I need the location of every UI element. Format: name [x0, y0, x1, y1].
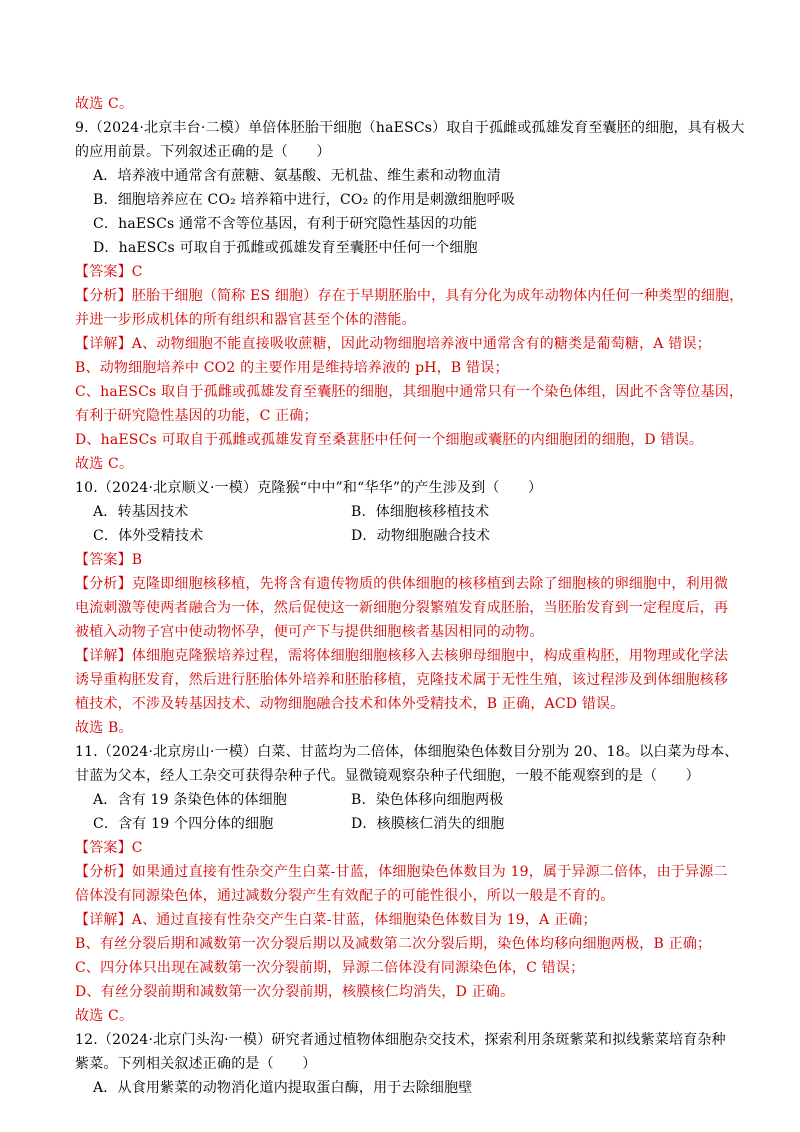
question-10-options-row	[75, 524, 735, 548]
question-10-options-row	[75, 500, 735, 524]
explanation-text: B、有丝分裂后期和减数第一次分裂后期以及减数第二次分裂后期，染色体均移向细胞两极，B 正确；	[75, 936, 712, 952]
analysis-text: 电流刺激等使两者融合为一体，然后促使这一新细胞分裂繁殖发育成胚胎，当胚胎发育到一定程度后，再	[75, 600, 729, 616]
question-9-option-b: B．细胞培养应在 CO₂ 培养箱中进行，CO₂ 的作用是刺激细胞呼吸	[93, 192, 516, 208]
question-10-option-b: B．体细胞核移植技术	[351, 504, 490, 520]
explanation-text: 【详解】体细胞克隆猴培养过程，需将体细胞细胞核移入去核卵母细胞中，构成重构胚，用物理或化学法	[75, 648, 729, 664]
analysis-text: 【分析】胚胎干细胞（简称 ES 细胞）存在于早期胚胎中，具有分化为成年动物体内任何一种类型的细胞，	[75, 288, 744, 304]
question-11-options-row	[75, 812, 735, 836]
question-11-options-row	[75, 788, 735, 812]
question-11-stem: 11.（2024·北京房山·一模）白菜、甘蓝均为二倍体，体细胞染色体数目分别为 20、18。以白菜为母本、	[75, 744, 739, 760]
conclusion-line: 故选 C。	[75, 1008, 134, 1024]
question-9-stem: 的应用前景。下列叙述正确的是（ ）	[75, 144, 331, 160]
question-10-option-a: A．转基因技术	[93, 504, 189, 520]
analysis-text: 【分析】如果通过直接有性杂交产生白菜-甘蓝，体细胞染色体数目为 19，属于异源二倍体，由于异源二	[75, 864, 728, 880]
question-12-stem: 12.（2024·北京门头沟·一模）研究者通过植物体细胞杂交技术，探索利用条斑紫菜和拟线紫菜培育杂种	[75, 1032, 726, 1048]
conclusion-line: 故选 C。	[75, 456, 134, 472]
answer-label: 【答案】B	[75, 552, 143, 568]
explanation-text: 诱导重构胚发育，然后进行胚胎体外培养和胚胎移植，克隆技术属于无性生殖，该过程涉及到体细胞核移	[75, 672, 729, 688]
question-11-stem: 甘蓝为父本，经人工杂交可获得杂种子代。显微镜观察杂种子代细胞，一般不能观察到的是（ ）	[75, 768, 700, 784]
question-9-option-c: C．haESCs 通常不含等位基因，有利于研究隐性基因的功能	[93, 216, 478, 232]
question-10-option-c: C．体外受精技术	[93, 528, 204, 544]
question-11-option-c: C．含有 19 个四分体的细胞	[93, 816, 274, 832]
explanation-text: C、四分体只出现在减数第一次分裂前期，异源二倍体没有同源染色体，C 错误；	[75, 960, 585, 976]
question-9-option-d: D．haESCs 可取自于孤雌或孤雄发育至囊胚中任何一个细胞	[93, 240, 478, 256]
explanation-text: D、有丝分裂前期和减数第一次分裂前期，核膜核仁均消失，D 正确。	[75, 984, 515, 1000]
explanation-text: D、haESCs 可取自于孤雌或孤雄发育至桑葚胚中任何一个细胞或囊胚的内细胞团的细胞，D 错误。	[75, 432, 704, 448]
explanation-text: B、动物细胞培养中 CO2 的主要作用是维持培养液的 pH，B 错误；	[75, 360, 509, 376]
explanation-text: 【详解】A、动物细胞不能直接吸收蔗糖，因此动物细胞培养液中通常含有的糖类是葡萄糖，A 错误；	[75, 336, 711, 352]
analysis-text: 倍体没有同源染色体，通过减数分裂产生有效配子的可能性很小，所以一般是不育的。	[75, 888, 615, 904]
explanation-text: C、haESCs 取自于孤雌或孤雄发育至囊胚的细胞，其细胞中通常只有一个染色体组，因此不含等位基因，	[75, 384, 744, 400]
conclusion-line: 故选 C。	[75, 96, 134, 112]
answer-label: 【答案】C	[75, 840, 143, 856]
answer-label: 【答案】C	[75, 264, 143, 280]
analysis-text: 并进一步形成机体的所有组织和器官甚至个体的潜能。	[75, 312, 416, 328]
explanation-text: 有利于研究隐性基因的功能，C 正确；	[75, 408, 318, 424]
question-12-stem: 紫菜。下列相关叙述正确的是（ ）	[75, 1056, 317, 1072]
question-12-option-a: A．从食用紫菜的动物消化道内提取蛋白酶，用于去除细胞壁	[93, 1080, 473, 1096]
conclusion-line: 故选 B。	[75, 720, 133, 736]
document-page	[75, 92, 745, 1100]
explanation-text: 植技术，不涉及转基因技术、动物细胞融合技术和体外受精技术，B 正确，ACD 错误。	[75, 696, 625, 712]
explanation-text: 【详解】A、通过直接有性杂交产生白菜-甘蓝，体细胞染色体数目为 19，A 正确；	[75, 912, 597, 928]
question-10-stem: 10.（2024·北京顺义·一模）克隆猴“中中”和“华华”的产生涉及到（ ）	[75, 480, 543, 496]
analysis-text: 【分析】克隆即细胞核移植，先将含有遗传物质的供体细胞的核移植到去除了细胞核的卵细胞中，利用微	[75, 576, 729, 592]
analysis-text: 被植入动物子宫中使动物怀孕，便可产下与提供细胞核者基因相同的动物。	[75, 624, 544, 640]
question-11-option-a: A．含有 19 条染色体的体细胞	[93, 792, 288, 808]
question-9-stem: 9.（2024·北京丰台·二模）单倍体胚胎干细胞（haESCs）取自于孤雌或孤雄发育至囊胚的细胞，具有极大	[75, 120, 745, 136]
question-11-option-b: B．染色体移向细胞两极	[351, 792, 504, 808]
question-11-option-d: D．核膜核仁消失的细胞	[351, 816, 505, 832]
question-9-option-a: A．培养液中通常含有蔗糖、氨基酸、无机盐、维生素和动物血清	[93, 168, 501, 184]
question-10-option-d: D．动物细胞融合技术	[351, 528, 491, 544]
